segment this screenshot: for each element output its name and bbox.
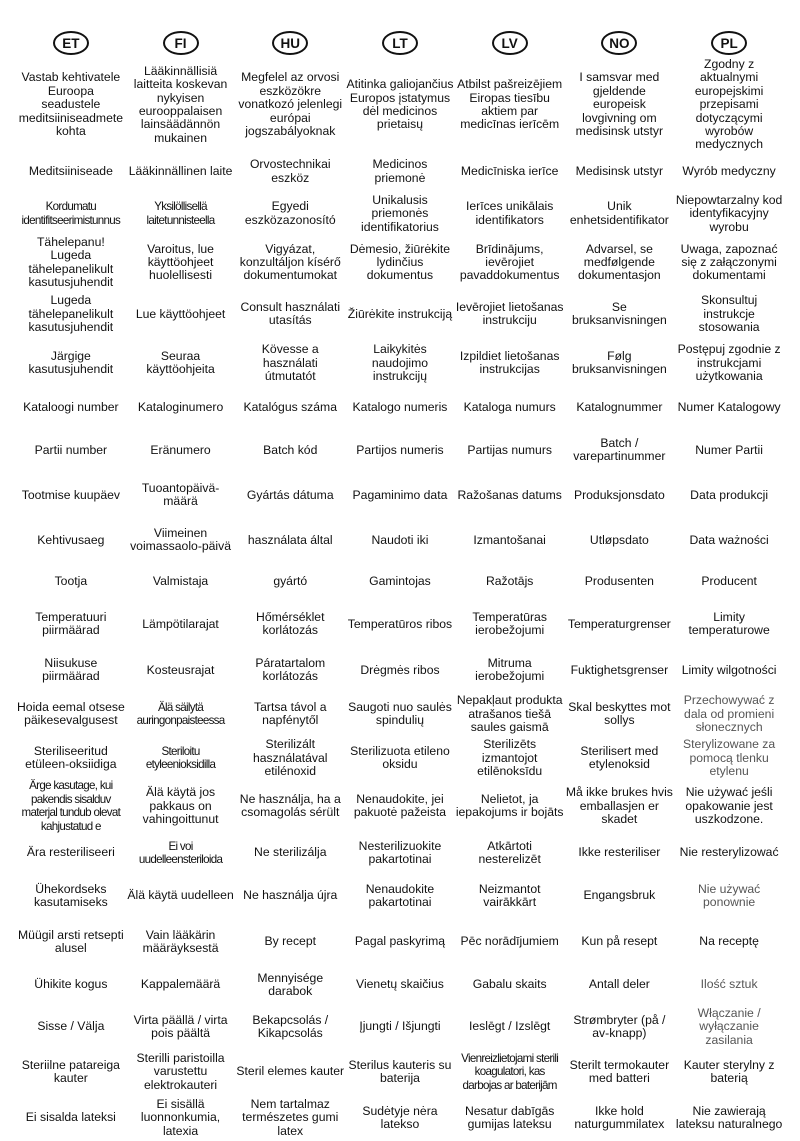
term-cell-fi: Lääkinnällisiä laitteita koskevan nykyisen eurooppalaisen lainsäädännön mukainen — [133, 63, 228, 145]
lang-col-lv — [455, 28, 565, 58]
term-cell-hu: gyártó — [273, 573, 308, 588]
table-row — [16, 236, 784, 290]
term-cell-no: Medisinsk utstyr — [575, 164, 664, 179]
term-cell-pl: Nie używać jeśli opakowanie jest uszkodzone. — [685, 785, 773, 826]
term-cell-pl: Kauter sterylny z baterią — [683, 1057, 775, 1086]
term-cell-hu: Hőmérséklet korlátozás — [256, 610, 325, 638]
term-cell-lt: Atitinka galiojančius Europos įstatymus dėl medicinos prietaisų — [346, 77, 454, 132]
term-cell-et: Steriliseeritud etüleen-oksiidiga — [25, 744, 117, 772]
term-cell-lt: Naudoti iki — [371, 532, 429, 547]
term-cell-lv: Medicīniska ierīce — [460, 164, 559, 179]
table-row — [16, 58, 784, 152]
term-cell-lv: Nesatur dabīgās gumijas lateksu — [464, 1103, 555, 1132]
table-row — [16, 473, 784, 517]
term-cell-lv: Ieslēgt / Izslēgt — [469, 1019, 551, 1034]
term-cell-no: Skal beskyttes mot sollys — [568, 700, 671, 728]
term-cell-hu: Egyedi eszközazonosító — [244, 199, 336, 227]
term-cell-pl: Limity wilgotności — [681, 662, 777, 677]
term-cell-no: Må ikke brukes hvis emballasjen er skadet — [565, 785, 673, 826]
term-cell-hu: Batch kód — [263, 442, 318, 457]
term-cell-lv: Ražošanas datums — [457, 487, 562, 502]
term-cell-no: I samsvar med gjeldende europeisk lovgivning om medisinsk utstyr — [575, 70, 664, 139]
term-cell-fi: Virta päällä / virta pois päältä — [133, 1012, 228, 1041]
table-row — [16, 563, 784, 599]
term-cell-lt: Sterilizuota etileno oksidu — [350, 744, 450, 772]
term-cell-hu: By recept — [264, 934, 316, 949]
term-cell-fi: Lääkinnällinen laite — [128, 164, 233, 179]
term-cell-fi: Seuraa käyttöohjeita — [146, 349, 215, 377]
term-cell-lt: Pagal paskyrimą — [354, 934, 445, 949]
term-cell-et: Müügil arsti retsepti alusel — [18, 927, 124, 956]
term-cell-fi: Kataloginumero — [137, 399, 224, 414]
term-cell-lv: Ievērojiet lietošanas instrukciju — [455, 300, 564, 328]
term-cell-fi: Älä käytä jos pakkaus on vahingoittunut — [142, 785, 219, 826]
term-cell-et: Kehtivusaeg — [37, 532, 105, 547]
term-cell-lt: Drėgmės ribos — [360, 662, 440, 677]
term-cell-lv: Ierīces unikālais identifikators — [465, 199, 554, 227]
term-cell-pl: Postępuj zgodnie z instrukcjami użytkowania — [677, 342, 781, 384]
term-cell-lt: Pagaminimo data — [352, 487, 448, 502]
term-cell-pl: Włączanie / wyłączanie zasilania — [697, 1005, 761, 1047]
term-cell-et: Temperatuuri piirmäärad — [35, 610, 107, 638]
term-cell-pl: Wyrób medyczny — [682, 164, 776, 179]
term-cell-hu: Orvostechnikai eszköz — [249, 157, 331, 185]
term-cell-pl: Data ważności — [689, 532, 769, 547]
table-row — [16, 873, 784, 919]
term-cell-hu: Nem tartalmaz természetes gumi latex — [242, 1096, 339, 1138]
term-cell-no: Temperaturgrenser — [567, 616, 671, 631]
term-cell-et: Tootmise kuupäev — [21, 487, 120, 502]
term-cell-pl: Nie używać ponownie — [697, 881, 761, 910]
term-cell-et: Partii number — [34, 442, 108, 457]
term-cell-et: Ärge kasutage, kui pakendis sisalduv materjal tundub olevat kahjustatud e — [21, 779, 121, 833]
table-row — [16, 737, 784, 779]
term-cell-pl: Skonsultuj instrukcje stosowania — [698, 293, 760, 335]
term-cell-no: Se bruksanvisningen — [571, 300, 667, 328]
term-cell-lv: Sterilizēts izmantojot etilēnoksīdu — [477, 737, 543, 779]
lang-badge: FI — [163, 31, 199, 55]
term-cell-et: Kordumatu identifitseerimistunnus — [21, 200, 121, 227]
term-cell-lv: Atbilst pašreizējiem Eiropas tiesību aktiem par medicīnas ierīcēm — [457, 77, 563, 132]
term-cell-fi: Tuoantopäivä-määrä — [141, 481, 220, 509]
lang-col-fi — [126, 28, 236, 58]
term-cell-lt: Žiūrėkite instrukciją — [347, 306, 453, 321]
term-cell-et: Lugeda tähelepanelikult kasutusjuhendit — [28, 293, 114, 335]
lang-col-no — [565, 28, 675, 58]
term-cell-fi: Älä käytä uudelleen — [127, 888, 234, 903]
term-cell-lv: Nepakļaut produkta atrašanos tiešā saules gaismā — [456, 693, 563, 735]
term-cell-hu: Steril elemes kauter — [236, 1064, 345, 1079]
term-cell-fi: Ei sisällä luonnonkumia, latexia — [140, 1096, 221, 1138]
term-cell-no: Kun på resept — [581, 934, 658, 949]
term-cell-hu: Páratartalom korlátozás — [255, 656, 326, 684]
term-cell-et: Meditsiiniseade — [28, 164, 113, 179]
term-cell-fi: Ei voi uudelleensteriloida — [138, 839, 223, 867]
table-row — [16, 1049, 784, 1095]
term-cell-lt: Nenaudokite, jei pakuotė pažeista — [353, 791, 447, 820]
term-cell-lt: Laikykitės naudojimo instrukcijų — [371, 342, 429, 384]
term-cell-lv: Partijas numurs — [467, 442, 552, 457]
lang-badge: LT — [382, 31, 418, 55]
term-cell-pl: Niepowtarzalny kod identyfikacyjny wyrobu — [675, 192, 783, 234]
lang-col-et — [16, 28, 126, 58]
term-cell-fi: Eränumero — [150, 442, 211, 457]
table-row — [16, 691, 784, 737]
term-cell-fi: Viimeinen voimassaolo-päivä — [130, 526, 232, 554]
term-cell-hu: Ne használja újra — [243, 888, 338, 903]
lang-badge: PL — [711, 31, 747, 55]
table-row — [16, 1005, 784, 1049]
term-cell-fi: Lue käyttöohjeet — [135, 306, 226, 321]
term-cell-et: Niisukuse piirmäärad — [42, 656, 100, 684]
table-row — [16, 649, 784, 691]
term-cell-hu: használata által — [247, 532, 333, 547]
term-cell-et: Steriilne patareiga kauter — [21, 1057, 120, 1086]
term-cell-no: Engangsbruk — [583, 888, 656, 903]
term-cell-lv: Kataloga numurs — [463, 399, 556, 414]
term-cell-fi: Kappalemäärä — [140, 977, 221, 992]
term-cell-et: Kataloogi number — [23, 399, 119, 414]
term-cell-pl: Numer Katalogowy — [677, 399, 781, 414]
term-cell-hu: Ne sterilizálja — [254, 845, 327, 860]
term-cell-lt: Unikalusis priemonės identifikatorius — [361, 192, 439, 234]
term-cell-lv: Pēc norādījumiem — [460, 934, 559, 949]
term-cell-pl: Data produkcji — [690, 487, 769, 502]
term-cell-hu: Mennyisége darabok — [257, 970, 324, 999]
term-cell-hu: Kövesse a használati útmutatót — [261, 342, 319, 384]
term-cell-et: Hoida eemal otsese päikesevalgusest — [17, 700, 125, 728]
term-cell-hu: Ne használja, ha a csomagolás sérült — [239, 791, 341, 820]
term-cell-fi: Lämpötilarajat — [142, 616, 219, 631]
glossary-table — [16, 28, 784, 1141]
term-cell-et: Vastab kehtivatele Euroopa seadustele meditsiiniseadmete kohta — [18, 70, 124, 139]
table-row — [16, 779, 784, 833]
term-cell-lv: Nelietot, ja iepakojums ir bojāts — [455, 791, 564, 820]
term-cell-lt: Sudėtyje nėra latekso — [362, 1103, 438, 1132]
term-cell-lt: Temperatūros ribos — [347, 616, 453, 631]
term-cell-no: Produksjonsdato — [573, 487, 665, 502]
term-cell-no: Ikke resteriliser — [578, 845, 661, 860]
table-row — [16, 833, 784, 873]
term-cell-no: Utløpsdato — [589, 532, 649, 547]
term-cell-et: Tähelepanu! Lugeda tähelepanelikult kasutusjuhendit — [28, 235, 114, 290]
term-cell-no: Sterilisert med etylenoksid — [580, 744, 659, 772]
term-cell-hu: Bekapcsolás / Kikapcsolás — [252, 1012, 329, 1041]
term-cell-no: Ikke hold naturgummilatex — [574, 1103, 665, 1132]
term-cell-lv: Ražotājs — [485, 573, 534, 588]
term-cell-lt: Įjungti / Išjungti — [359, 1019, 441, 1034]
term-cell-fi: Varoitus, lue käyttöohjeet huolellisesti — [147, 241, 214, 283]
term-cell-pl: Producent — [701, 573, 757, 588]
term-cell-lt: Dėmesio, žiūrėkite lydinčius dokumentus — [349, 241, 451, 283]
table-row — [16, 1095, 784, 1141]
term-cell-fi: Sterilli paristoilla varustettu elektrokauteri — [136, 1050, 225, 1092]
term-cell-hu: Vigyázat, konzultáljon kísérő dokumentumokat — [239, 241, 341, 283]
lang-badge: LV — [492, 31, 528, 55]
term-cell-fi: Vain lääkärin määräyksestä — [142, 927, 219, 956]
language-header-row — [16, 28, 784, 58]
term-cell-et: Ühikite kogus — [34, 977, 108, 992]
term-cell-fi: Kosteusrajat — [146, 662, 215, 677]
term-cell-pl: Zgodny z aktualnymi europejskimi przepisami dotyczącymi wyrobów medycznych — [694, 58, 764, 152]
term-cell-pl: Uwaga, zapoznać się z załączonymi dokumentami — [680, 241, 778, 283]
table-row — [16, 517, 784, 563]
table-row — [16, 965, 784, 1005]
term-cell-no: Antall deler — [588, 977, 650, 992]
term-cell-et: Ei sisalda lateksi — [25, 1110, 116, 1125]
table-row — [16, 192, 784, 236]
term-cell-no: Katalognummer — [576, 399, 663, 414]
term-cell-no: Sterilt termokauter med batteri — [569, 1057, 670, 1086]
term-cell-pl: Przechowywać z dala od promieni słonecznych — [683, 693, 775, 735]
term-cell-no: Fuktighetsgrenser — [570, 662, 669, 677]
term-cell-no: Følg bruksanvisningen — [571, 349, 667, 377]
table-row — [16, 152, 784, 192]
term-cell-lt: Sterilus kauteris su baterija — [348, 1057, 452, 1086]
lang-badge: HU — [272, 31, 308, 55]
term-cell-lv: Izmantošanai — [473, 532, 546, 547]
term-cell-lt: Vienetų skaičius — [356, 977, 444, 992]
term-cell-no: Produsenten — [584, 573, 654, 588]
table-row — [16, 289, 784, 339]
term-cell-lv: Atkārtoti nesterelizēt — [478, 838, 541, 867]
term-cell-hu: Consult használati utasítás — [240, 300, 341, 328]
term-cell-hu: Katalógus száma — [243, 399, 337, 414]
term-cell-et: Ühekordseks kasutamiseks — [33, 881, 108, 910]
table-row — [16, 387, 784, 427]
lang-col-hu — [235, 28, 345, 58]
lang-col-pl — [674, 28, 784, 58]
term-cell-hu: Tartsa távol a napfénytől — [254, 700, 327, 728]
table-row — [16, 919, 784, 965]
term-cell-hu: Megfelel az orvosi eszközökre vonatkozó jelenlegi európai jogszabályoknak — [238, 70, 343, 139]
term-cell-fi: Steriloitu etyleenioksidilla — [145, 745, 216, 772]
term-cell-lv: Brīdinājums, ievērojiet pavaddokumentus — [459, 241, 560, 283]
table-row — [16, 599, 784, 649]
lang-col-lt — [345, 28, 455, 58]
symbol-glossary — [16, 28, 784, 1141]
term-cell-pl: Nie zawierają lateksu naturalnego — [675, 1103, 783, 1132]
term-cell-lt: Nenaudokite pakartotinai — [365, 881, 435, 910]
term-cell-lt: Gamintojas — [369, 573, 431, 588]
term-cell-lv: Neizmantot vairākkārt — [478, 881, 541, 910]
term-cell-lt: Saugoti nuo saulės spindulių — [348, 700, 452, 728]
term-cell-fi: Valmistaja — [152, 573, 209, 588]
term-cell-pl: Nie resterylizować — [679, 845, 779, 860]
term-cell-fi: Yksilöllisellä laitetunnisteella — [146, 200, 215, 227]
term-cell-et: Sisse / Välja — [37, 1019, 105, 1034]
term-cell-et: Ära resteriliseeri — [26, 845, 115, 860]
term-cell-lv: Vienreizlietojami sterili koagulatori, kas darbojas ar baterijām — [461, 1051, 559, 1092]
lang-badge: NO — [601, 31, 637, 55]
term-cell-lv: Izpildiet lietošanas instrukcijas — [459, 349, 560, 377]
term-cell-no: Batch / varepartinummer — [573, 436, 666, 464]
table-row — [16, 339, 784, 387]
term-cell-hu: Gyártás dátuma — [246, 487, 334, 502]
term-cell-pl: Na receptę — [699, 934, 759, 949]
term-cell-lv: Temperatūras ierobežojumi — [472, 610, 547, 638]
term-cell-lt: Katalogo numeris — [352, 399, 448, 414]
term-cell-lv: Gabalu skaits — [472, 977, 547, 992]
term-cell-lt: Medicinos priemonė — [372, 157, 428, 185]
table-row — [16, 427, 784, 473]
term-cell-pl: Limity temperaturowe — [688, 610, 770, 638]
term-cell-et: Järgige kasutusjuhendit — [28, 349, 114, 377]
lang-badge: ET — [53, 31, 89, 55]
term-cell-lv: Mitruma ierobežojumi — [475, 656, 545, 684]
term-cell-no: Unik enhetsidentifikator — [569, 199, 669, 227]
term-cell-pl: Sterylizowane za pomocą tlenku etylenu — [683, 737, 776, 779]
term-cell-fi: Älä säilytä auringonpaisteessa — [136, 701, 225, 728]
term-cell-et: Tootja — [54, 573, 88, 588]
term-cell-hu: Sterilizált használatával etilénoxid — [252, 737, 328, 779]
term-cell-no: Strømbryter (på / av-knapp) — [573, 1012, 666, 1041]
term-cell-pl: Ilość sztuk — [700, 977, 758, 992]
term-cell-lt: Partijos numeris — [356, 442, 444, 457]
term-cell-pl: Numer Partii — [695, 442, 763, 457]
term-cell-lt: Nesterilizuokite pakartotinai — [358, 838, 442, 867]
term-cell-no: Advarsel, se medfølgende dokumentasjon — [578, 241, 661, 283]
